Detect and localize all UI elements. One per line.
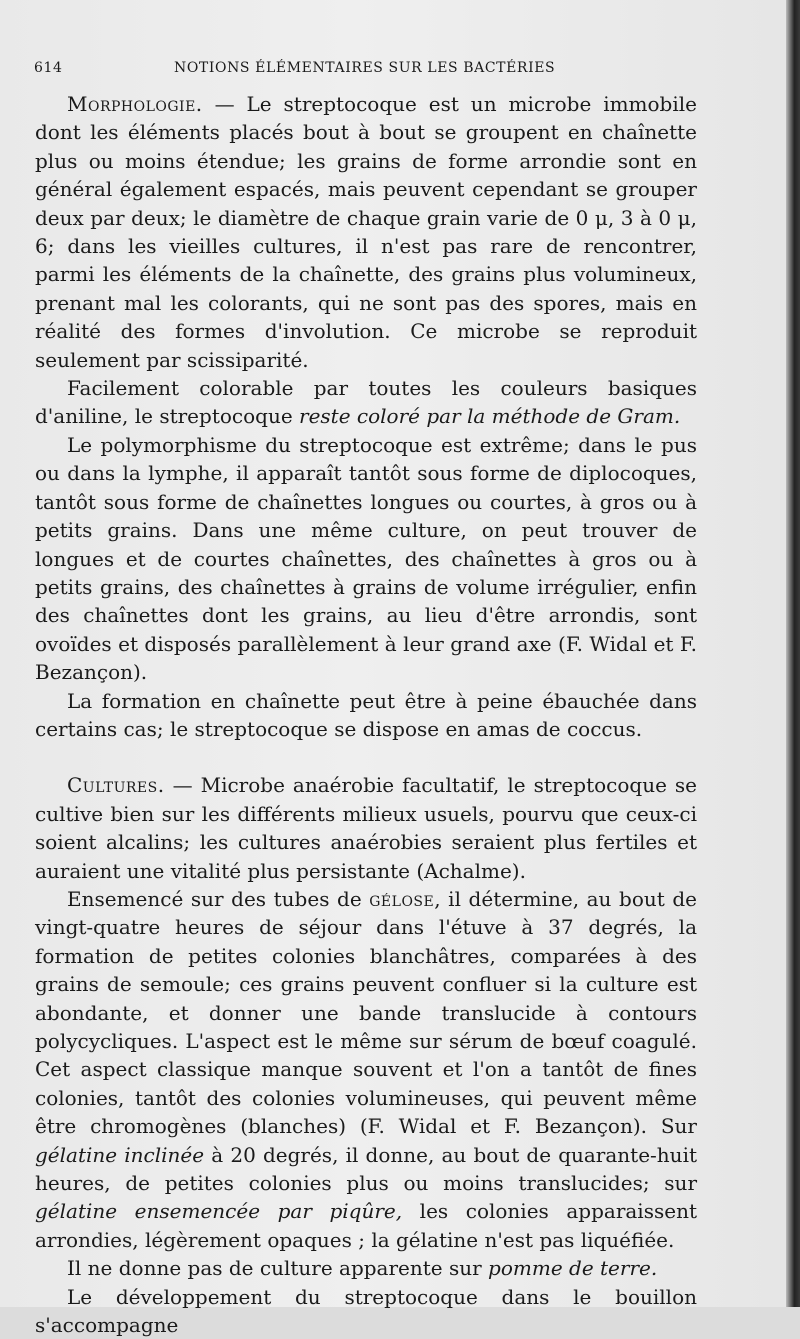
paragraph-text: Ensemencé sur des tubes de: [67, 886, 370, 911]
page-number: 614: [34, 60, 63, 76]
paragraph-text: les colonies apparaissent arrondies, légèrement opaques ; la gélatine n'est pas liquéfiée.: [35, 1199, 697, 1252]
paragraph-cultures-4: Le développement du streptocoque dans le bouillon s'accompagne: [35, 1284, 697, 1338]
italic-phrase: gélatine inclinée: [35, 1142, 205, 1167]
section-heading-morphologie: Morphologie.: [67, 92, 203, 116]
running-header: [34, 60, 764, 82]
running-title: NOTIONS ÉLÉMENTAIRES SUR LES BACTÉRIES: [174, 60, 556, 76]
paragraph-cultures-3: [35, 1254, 697, 1282]
paragraph-morphologie-4: La formation en chaînette peut être à peine ébauchée dans certains cas; le streptocoque se dispose en amas de coccus.: [35, 688, 697, 741]
body-text: [35, 90, 697, 1339]
page-edge-shadow: [786, 0, 800, 1307]
small-caps-term: gélose: [369, 886, 435, 911]
paragraph-text: , il détermine, au bout de vingt-quatre heures de séjour dans l'étuve à 37 degrés, la formation de petites colonies blanchâtres, comparées à des grains de semoule; ces grains peuvent confluer si la culture est abondante, et donner une bande translucide à contours polycycliques. L'aspect est le même sur sérum de bœuf coagulé. Cet aspect classique manque souvent et l'on a tantôt de fines colonies, tantôt des colonies volumineuses, qui peuvent même être chromogènes (blanches) (F. Widal et F. Bezançon). Sur: [35, 886, 697, 1139]
paragraph-text: Il ne donne pas de culture apparente sur: [67, 1256, 489, 1281]
paragraph-text: à 20 degrés, il donne, au bout de quarante-huit heures, de petites colonies plus ou moins translucides; sur: [35, 1142, 697, 1196]
paragraph-text: — Microbe anaérobie facultatif, le streptocoque se cultive bien sur les différents milieux usuels, pourvu que ceux-ci soient alcalins; les cultures anaérobies seraient plus fertiles et auraient une vitalité plus persistante (Achalme).: [35, 773, 697, 883]
italic-phrase: reste coloré par la méthode de Gram.: [299, 404, 681, 429]
paragraph-cultures-1: [35, 771, 697, 885]
paragraph-morphologie-2: [35, 374, 697, 431]
paragraph-morphologie-1: [35, 90, 697, 374]
section-heading-cultures: Cultures.: [67, 773, 165, 798]
paragraph-morphologie-3: Le polymorphisme du streptocoque est extrême; dans le pus ou dans la lymphe, il apparaît tantôt sous forme de diplocoques, tantôt sous forme de chaînettes longues ou courtes, à gros ou à petits grains. Dans une même culture, on peut trouver de longues et de courtes chaînettes, des chaînettes à gros ou à petits grains, des chaînettes à grains de volume irrégulier, enfin des chaînettes dont les grains, au lieu d'être arrondis, sont ovoïdes et disposés parallèlement à leur grand axe (F. Widal et F. Bezançon).: [35, 432, 697, 685]
paragraph-text: — Le streptocoque est un microbe immobile dont les éléments placés bout à bout se groupent en chaînette plus ou moins étendue; les grains de forme arrondie sont en général également espacés, mais peuvent cependant se grouper deux par deux; le diamètre de chaque grain varie de 0 μ, 3 à 0 μ, 6; dans les vieilles cultures, il n'est pas rare de rencontrer, parmi les éléments de la chaînette, des grains plus volumineux, prenant mal les colorants, qui ne sont pas des spores, mais en réalité des formes d'involution. Ce microbe se reproduit seulement par scissiparité.: [35, 92, 697, 372]
italic-phrase: pomme de terre.: [488, 1256, 658, 1281]
paragraph-text: Facilement colorable par toutes les couleurs basiques d'aniline, le streptocoque: [35, 376, 697, 429]
italic-phrase: gélatine ensemencée par piqûre,: [35, 1199, 403, 1224]
paragraph-cultures-2: [35, 885, 697, 1254]
section-spacer: [35, 743, 697, 771]
